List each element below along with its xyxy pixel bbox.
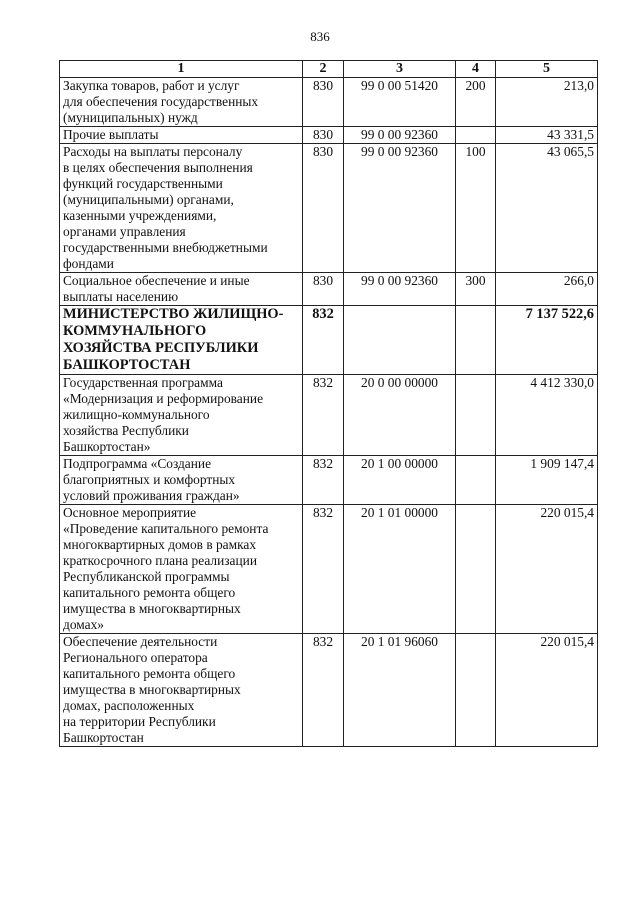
description-line: жилищно-коммунального bbox=[63, 407, 210, 422]
description-line: Подпрограмма «Создание bbox=[63, 456, 212, 471]
description-line: Республиканской программы bbox=[63, 569, 230, 584]
description-line: Прочие выплаты bbox=[63, 127, 159, 142]
row-expense-type bbox=[456, 505, 496, 634]
description-line: фондами bbox=[63, 256, 114, 271]
row-description bbox=[60, 306, 303, 375]
row-target-article bbox=[344, 306, 456, 375]
description-line: Регионального оператора bbox=[63, 650, 208, 665]
description-line: для обеспечения государственных bbox=[63, 94, 259, 109]
description-line: хозяйства Республики bbox=[63, 423, 189, 438]
table-row bbox=[60, 127, 598, 144]
row-amount: 220 015,4 bbox=[496, 634, 598, 747]
description-line: домах» bbox=[63, 617, 104, 632]
table-body bbox=[60, 78, 598, 747]
description-line: на территории Республики bbox=[63, 714, 216, 729]
description-line: благоприятных и комфортных bbox=[63, 472, 236, 487]
column-header-3: 3 bbox=[344, 61, 456, 78]
row-code: 830 bbox=[303, 78, 344, 127]
row-code: 832 bbox=[303, 375, 344, 456]
column-header-4: 4 bbox=[456, 61, 496, 78]
header-row bbox=[60, 61, 598, 78]
row-expense-type bbox=[456, 127, 496, 144]
row-description bbox=[60, 78, 303, 127]
table-row bbox=[60, 456, 598, 505]
row-description bbox=[60, 273, 303, 306]
column-header-1: 1 bbox=[60, 61, 303, 78]
table-row bbox=[60, 634, 598, 747]
row-target-article: 20 1 00 00000 bbox=[344, 456, 456, 505]
row-target-article: 99 0 00 51420 bbox=[344, 78, 456, 127]
row-code: 832 bbox=[303, 505, 344, 634]
row-target-article: 20 1 01 00000 bbox=[344, 505, 456, 634]
row-amount: 43 331,5 bbox=[496, 127, 598, 144]
row-expense-type bbox=[456, 634, 496, 747]
table-row bbox=[60, 306, 598, 375]
table-row bbox=[60, 273, 598, 306]
description-line: многоквартирных домов в рамках bbox=[63, 537, 257, 552]
description-line: Закупка товаров, работ и услуг bbox=[63, 78, 240, 93]
row-description bbox=[60, 505, 303, 634]
row-code: 832 bbox=[303, 634, 344, 747]
description-line: капитального ремонта общего bbox=[63, 666, 236, 681]
row-expense-type: 200 bbox=[456, 78, 496, 127]
row-description bbox=[60, 127, 303, 144]
description-line: Государственная программа bbox=[63, 375, 223, 390]
row-amount: 213,0 bbox=[496, 78, 598, 127]
description-line: в целях обеспечения выполнения bbox=[63, 160, 253, 175]
description-line: (муниципальными) органами, bbox=[63, 192, 234, 207]
row-amount: 4 412 330,0 bbox=[496, 375, 598, 456]
description-line: «Проведение капитального ремонта bbox=[63, 521, 269, 536]
budget-table bbox=[59, 60, 598, 747]
row-code: 830 bbox=[303, 273, 344, 306]
row-target-article: 20 0 00 00000 bbox=[344, 375, 456, 456]
description-line: Основное мероприятие bbox=[63, 505, 197, 520]
description-line: имущества в многоквартирных bbox=[63, 682, 241, 697]
description-line: органами управления bbox=[63, 224, 186, 239]
description-line: БАШКОРТОСТАН bbox=[63, 357, 191, 373]
row-target-article: 20 1 01 96060 bbox=[344, 634, 456, 747]
row-description bbox=[60, 375, 303, 456]
row-amount: 1 909 147,4 bbox=[496, 456, 598, 505]
table-row bbox=[60, 505, 598, 634]
row-target-article: 99 0 00 92360 bbox=[344, 127, 456, 144]
description-line: функций государственными bbox=[63, 176, 223, 191]
description-line: государственными внебюджетными bbox=[63, 240, 268, 255]
description-line: Башкортостан» bbox=[63, 439, 151, 454]
row-expense-type bbox=[456, 375, 496, 456]
description-line: «Модернизация и реформирование bbox=[63, 391, 264, 406]
description-line: казенными учреждениями, bbox=[63, 208, 217, 223]
table-row bbox=[60, 144, 598, 273]
row-amount: 266,0 bbox=[496, 273, 598, 306]
table-row bbox=[60, 78, 598, 127]
description-line: домах, расположенных bbox=[63, 698, 195, 713]
description-line: имущества в многоквартирных bbox=[63, 601, 241, 616]
description-line: (муниципальных) нужд bbox=[63, 110, 198, 125]
page-number: 836 bbox=[310, 29, 330, 44]
description-line: Расходы на выплаты персоналу bbox=[63, 144, 243, 159]
description-line: Башкортостан bbox=[63, 730, 144, 745]
description-line: КОММУНАЛЬНОГО bbox=[63, 323, 207, 339]
row-amount: 43 065,5 bbox=[496, 144, 598, 273]
description-line: условий проживания граждан» bbox=[63, 488, 240, 503]
row-code: 832 bbox=[303, 456, 344, 505]
description-line: выплаты населению bbox=[63, 289, 179, 304]
description-line: капитального ремонта общего bbox=[63, 585, 236, 600]
row-expense-type bbox=[456, 456, 496, 505]
description-line: Социальное обеспечение и иные bbox=[63, 273, 250, 288]
description-line: МИНИСТЕРСТВО ЖИЛИЩНО- bbox=[63, 306, 284, 322]
description-line: краткосрочного плана реализации bbox=[63, 553, 257, 568]
column-header-5: 5 bbox=[496, 61, 598, 78]
table-row bbox=[60, 375, 598, 456]
row-code: 830 bbox=[303, 127, 344, 144]
row-target-article: 99 0 00 92360 bbox=[344, 144, 456, 273]
row-code: 832 bbox=[303, 306, 344, 375]
row-code: 830 bbox=[303, 144, 344, 273]
row-amount: 7 137 522,6 bbox=[496, 306, 598, 375]
column-header-2: 2 bbox=[303, 61, 344, 78]
row-description bbox=[60, 456, 303, 505]
row-expense-type bbox=[456, 306, 496, 375]
row-description bbox=[60, 144, 303, 273]
description-line: Обеспечение деятельности bbox=[63, 634, 218, 649]
row-expense-type: 100 bbox=[456, 144, 496, 273]
row-expense-type: 300 bbox=[456, 273, 496, 306]
description-line: ХОЗЯЙСТВА РЕСПУБЛИКИ bbox=[63, 340, 259, 356]
row-target-article: 99 0 00 92360 bbox=[344, 273, 456, 306]
row-amount: 220 015,4 bbox=[496, 505, 598, 634]
row-description bbox=[60, 634, 303, 747]
